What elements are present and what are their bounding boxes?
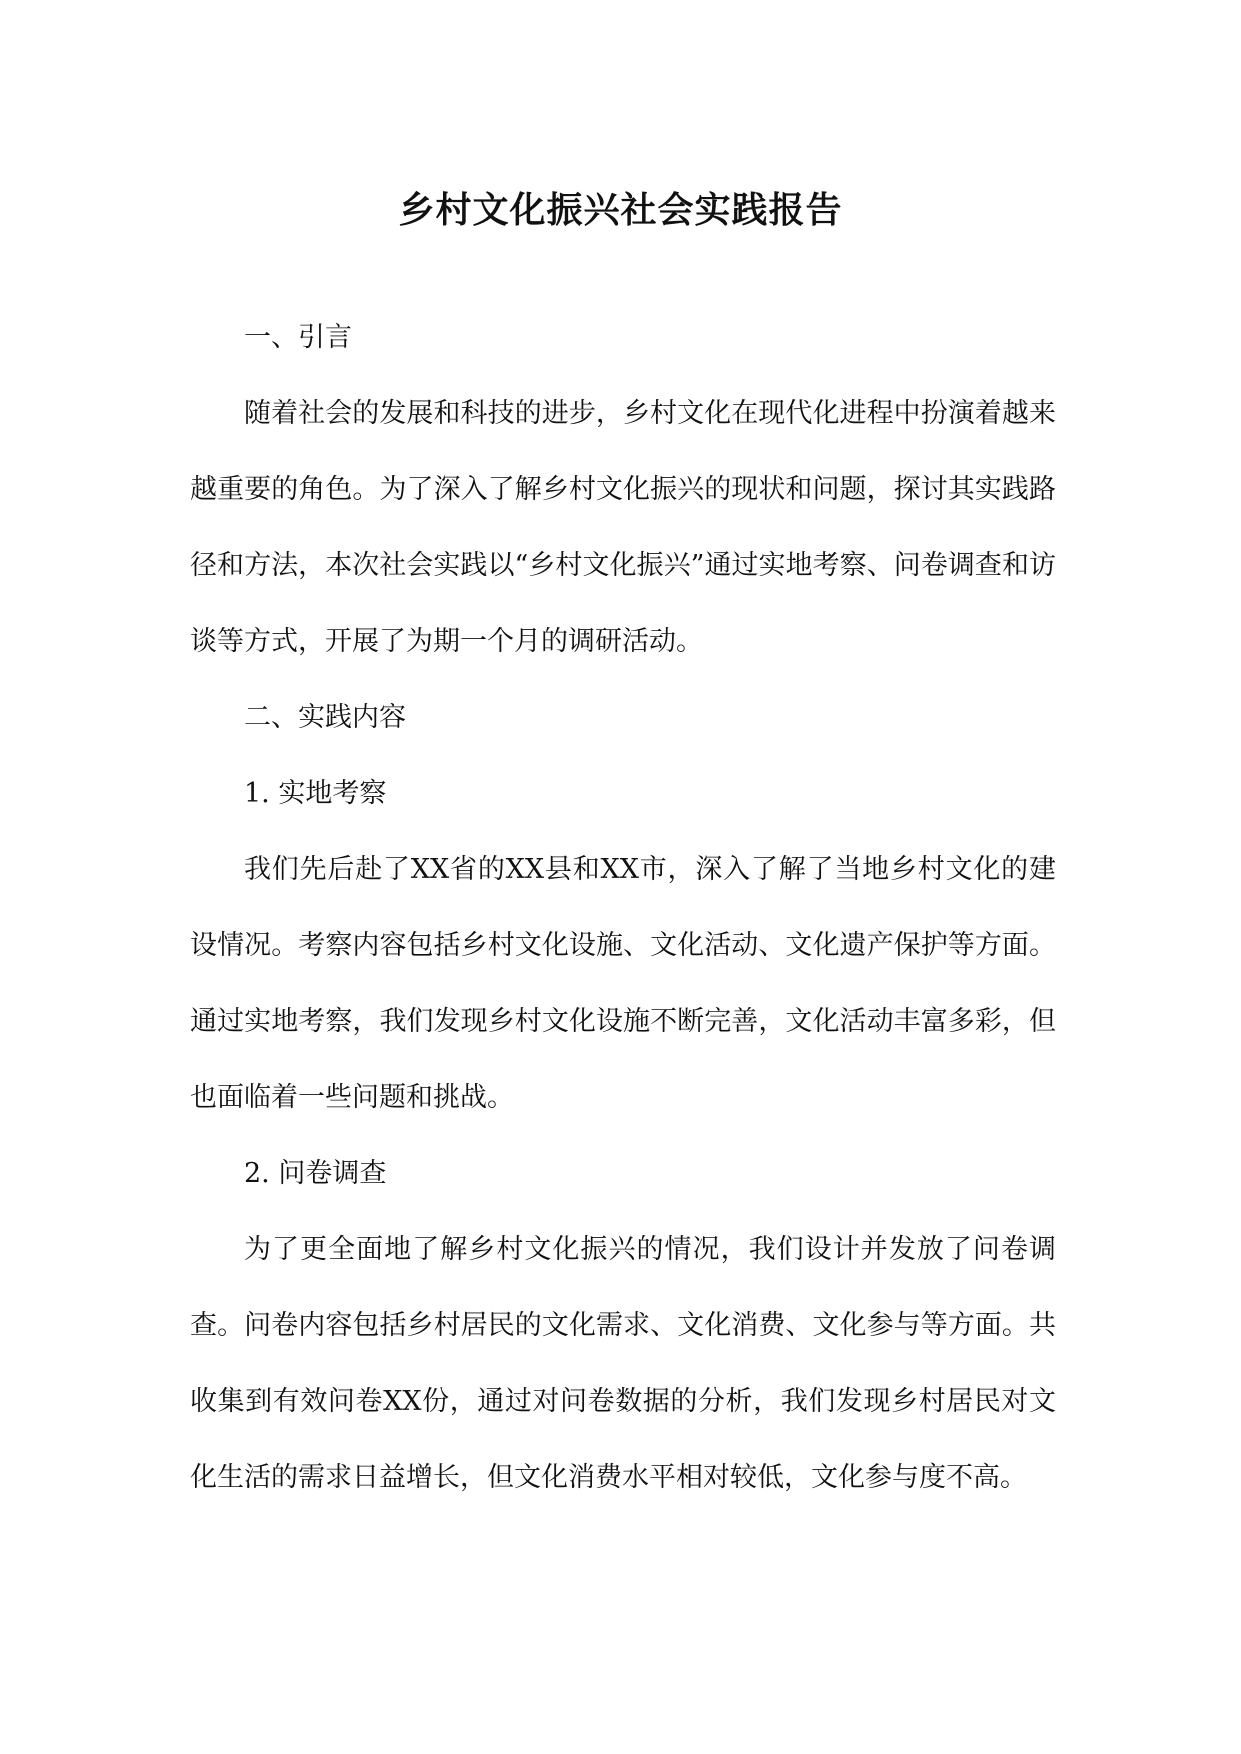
section-heading-introduction: 一、引言 — [244, 322, 352, 353]
body-paragraph: 随着社会的发展和科技的进步，乡村文化在现代化进程中扮演着越来越重要的角色。为了深入了解乡村文化振兴的现状和问题，探讨其实践路径和方法，本次社会实践以“乡村文化振兴”通过实地考察、问卷调查和访谈等方式，开展了为期一个月的调研活动。 — [190, 398, 1056, 657]
body-paragraph: 为了更全面地了解乡村文化振兴的情况，我们设计并发放了问卷调查。问卷内容包括乡村居民的文化需求、文化消费、文化参与等方面。共收集到有效问卷XX份，通过对问卷数据的分析，我们发现乡村居民对文化生活的需求日益增长，但文化消费水平相对较低，文化参与度不高。 — [190, 1234, 1056, 1493]
document-body — [190, 300, 1056, 1516]
document-title: 乡村文化振兴社会实践报告 — [398, 189, 843, 231]
subheading-field-investigation: 1. 实地考察 — [244, 778, 387, 809]
body-paragraph: 我们先后赴了XX省的XX县和XX市，深入了解了当地乡村文化的建设情况。考察内容包括乡村文化设施、文化活动、文化遗产保护等方面。通过实地考察，我们发现乡村文化设施不断完善，文化活动丰富多彩，但也面临着一些问题和挑战。 — [190, 854, 1056, 1113]
section-heading-practice-content: 二、实践内容 — [244, 702, 406, 733]
subheading-questionnaire-survey: 2. 问卷调查 — [244, 1158, 387, 1189]
